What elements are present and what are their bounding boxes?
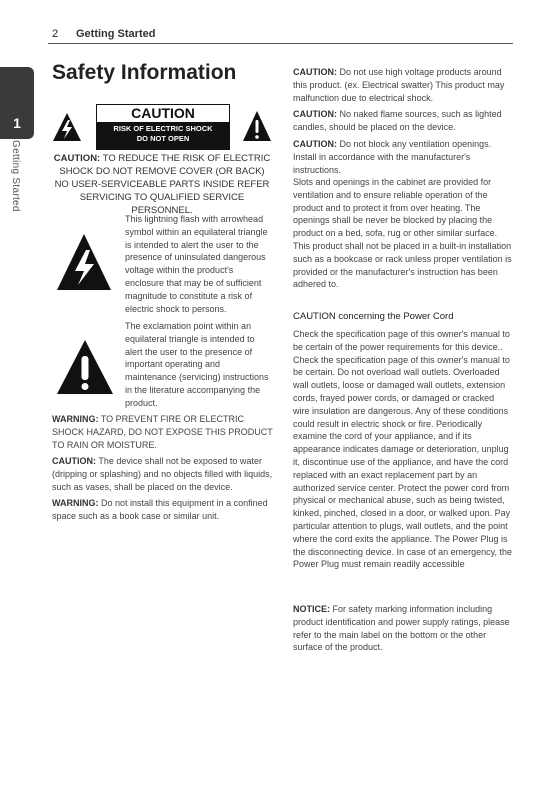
chapter-number: 1 [13,115,21,131]
chapter-label: Getting Started [10,140,21,212]
caution-label [52,104,272,148]
caution-notice-lead: CAUTION: [53,153,101,164]
caution-notice-body: TO REDUCE THE RISK OF ELECTRIC SHOCK DO NOT REMOVE COVER (OR BACK) NO USER-SERVICEABLE PARTS INSIDE REFER SERVICING TO QUALIFIED SERVICE PERSONNEL. [54,153,271,216]
power-cord-text: Check the specification page of this owner's manual to be certain of the power requirements for this device.. Check the specification page of this owner's manual to be certain. Do not overload wall outlets. Overloaded wall outlets, loose or damaged wall outlets, extension cords, frayed power cords, or damaged or cracked wire insulation are dangerous. Any of these conditions could result in electric shock or fire. Periodically examine the cord of your appliance, and if its appearance indicates damage or deterioration, unplug it, discontinue use of the appliance, and have the cord replaced with an exact replacement part by an authorized service center. Protect the power cord from physical or mechanical abuse, such as being twisted, kinked, pinched, closed in a door, or walked upon. Pay particular attention to plugs, wall outlets, and the point where the cord exits the appliance. The Power Plug is the disconnecting device. In case of an emergency, the Power Plug must remain readily accessible [293,329,512,570]
caution-voltage-lead: CAUTION: [293,67,337,77]
caution-flame-body: No naked flame sources, such as lighted candles, should be placed on the device. [293,109,502,132]
warning-install [52,497,274,523]
notice-body: For safety marking information including product identification and power supply ratings, please refer to the main label on the bottom or the other surface of the product. [293,604,510,653]
exclamation-warning-icon [242,110,272,142]
warning-rain-lead: WARNING: [52,414,99,424]
page-title: Safety Information [52,61,237,84]
warning-rain [52,413,274,451]
caution-box-line2: DO NOT OPEN [136,134,190,143]
caution-water [52,455,274,493]
lightning-explanation: This lightning flash with arrowhead symbol within an equilateral triangle is intended to alert the user to the presence of uninsulated dangerous voltage within the product's enclosure that may be of sufficient magnitude to constitute a risk of electric shock to persons. [125,214,268,314]
notice-lead: NOTICE: [293,604,330,614]
power-cord-heading: CAUTION concerning the Power Cord [293,311,454,322]
caution-ventilation [293,138,513,176]
caution-notice [52,152,272,217]
caution-box-line1: RISK OF ELECTRIC SHOCK [113,124,213,133]
lightning-symbol-icon [56,232,112,292]
exclamation-symbol-icon [56,338,114,396]
caution-ventilation-lead: CAUTION: [293,139,337,149]
caution-box [96,104,230,150]
caution-water-body: The device shall not be exposed to water (dripping or splashing) and no objects filled with liquids, such as vases, shall be placed on the device. [52,456,273,492]
notice-text [293,603,513,654]
caution-water-lead: CAUTION: [52,456,96,466]
warning-install-lead: WARNING: [52,498,99,508]
caution-ventilation-body: Do not block any ventilation openings. Install in accordance with the manufacturer's instructions. [293,139,492,175]
caution-voltage-body: Do not use high voltage products around this product. (ex. Electrical swatter) This product may malfunction due to electrical shock. [293,67,505,103]
caution-flame-lead: CAUTION: [293,109,337,119]
lightning-warning-icon [52,112,82,142]
exclamation-explanation: The exclamation point within an equilateral triangle is intended to alert the user to the presence of important operating and maintenance (servicing) instructions in the literature accompanying the product. [125,321,269,408]
page-number: 2 [52,28,59,40]
warning-rain-body: TO PREVENT FIRE OR ELECTRIC SHOCK HAZARD, DO NOT EXPOSE THIS PRODUCT TO RAIN OR MOISTURE. [52,414,273,450]
header-rule [48,43,513,44]
caution-flame [293,108,513,134]
warning-install-body: Do not install this equipment in a confined space such as a book case or similar unit. [52,498,268,521]
caution-box-title: CAUTION [97,105,229,122]
running-header: Getting Started [76,28,156,40]
caution-voltage [293,66,513,104]
slots-openings-text: Slots and openings in the cabinet are provided for ventilation and to ensure reliable operation of the product and to protect it from over heating. The openings shall be never be blocked by placing the product on a bed, sofa, rug or other similar surface. This product shall not be placed in a built-in installation such as a bookcase or rack unless proper ventilation is provided or the manufacturer's instruction has been adhered to. [293,177,512,290]
